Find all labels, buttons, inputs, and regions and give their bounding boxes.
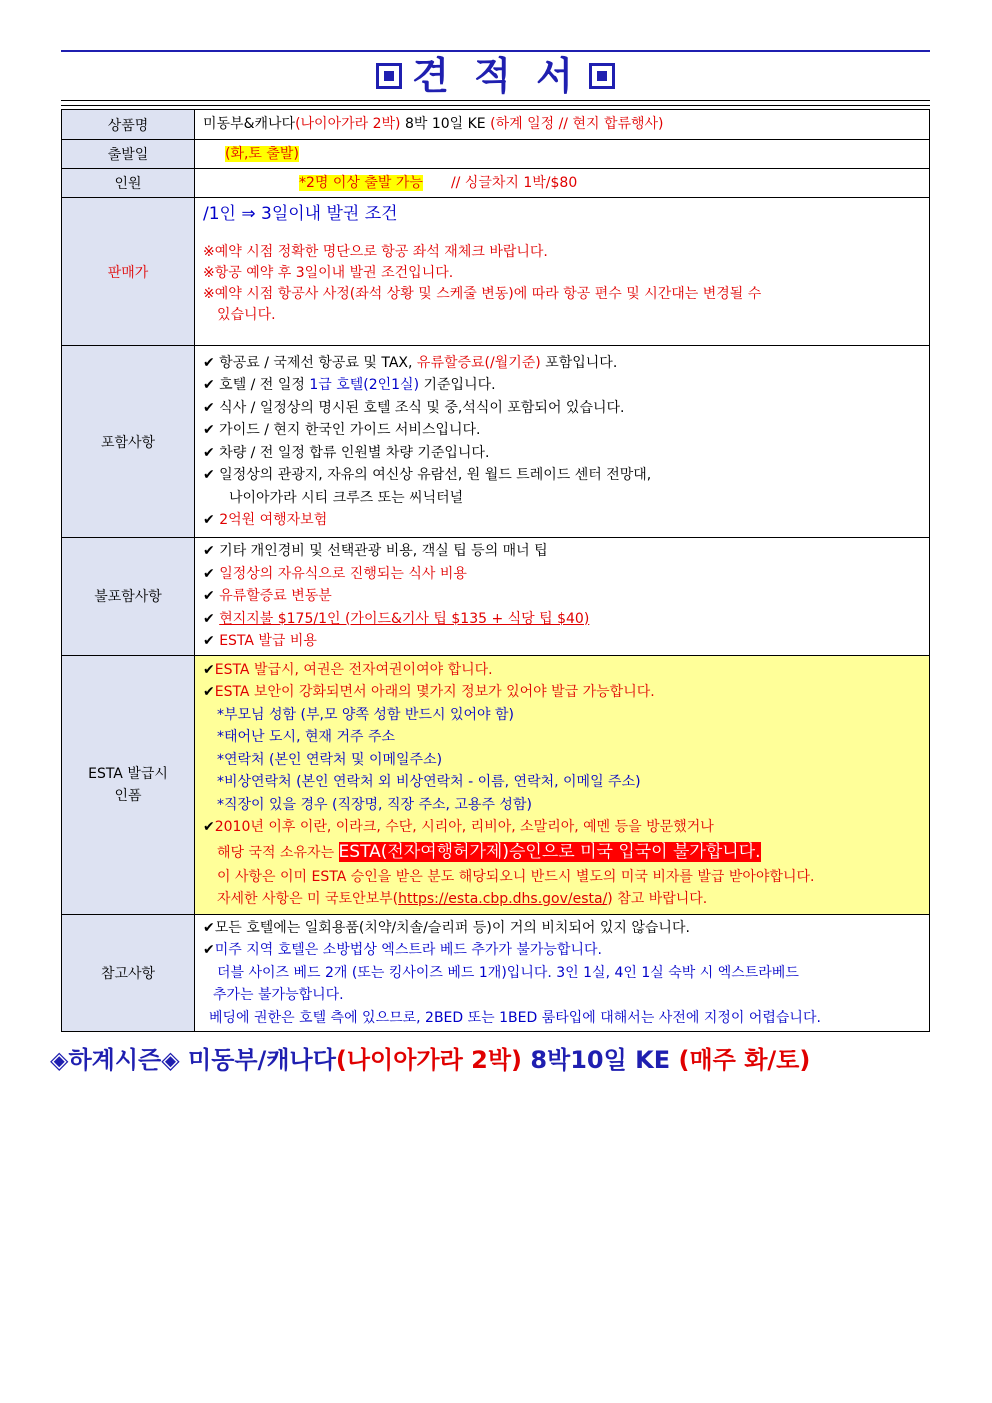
title-bar bbox=[61, 50, 930, 101]
label-esta: ESTA 발급시 인폼 bbox=[62, 655, 195, 914]
label-excluded: 불포함사항 bbox=[62, 538, 195, 656]
square-mark-icon bbox=[589, 63, 615, 89]
label-departure: 출발일 bbox=[62, 140, 195, 169]
value-notes: ✔모든 호텔에는 일회용품(치약/치솔/슬리퍼 등)이 거의 비치되어 있지 않습니다. ✔미주 지역 호텔은 소방법상 엑스트라 베드 추가가 불가능합니다. 더블 사이즈 베드 2개 (또는 킹사이즈 베드 1개)입니다. 3인 1실, 4인 1실 숙박 시 엑스트라베드 추가는 불가능합니다. 베딩에 권한은 호텔 측에 있으므로, 2BED 또는 1BED 룸타입에 대해서는 사전에 지정이 어렵습니다. bbox=[195, 914, 930, 1032]
value-esta: ✔ESTA 발급시, 여권은 전자여권이여야 합니다. ✔ESTA 보안이 강화되면서 아래의 몇가지 정보가 있어야 발급 가능합니다. *부모님 성함 (부,모 양쪽 성함 반드시 있어야 함) *태어난 도시, 현재 거주 주소 *연락처 (본인 연락처 및 이메일주소) *비상연락처 (본인 연락처 외 비상연락처 - 이름, 연락처, 이메일 주소) *직장이 있을 경우 (직장명, 직장 주소, 고용주 성함) ✔2010년 이후 이란, 이라크, 수단, 시리아, 리비아, 소말리아, 예멘 등을 방문했거나 해당 국적 소유자는 ESTA(전자여행허가제)승인으로 미국 입국이 불가합니다. 이 사항은 이미 ESTA 승인을 받은 분도 해당되오니 반드시 별도의 미국 비자를 발급 받아야합니다. 자세한 사항은 미 국토안보부(https://esta.cbp.dhs.gov/esta/) 참고 바랍니다. bbox=[195, 655, 930, 914]
estimate-table bbox=[61, 109, 930, 1032]
value-included: ✔ 항공료 / 국제선 항공료 및 TAX, 유류할증료(/월기준) 포함입니다. ✔ 호텔 / 전 일정 1급 호텔(2인1실) 기준입니다. ✔ 식사 / 일정상의 명시된 호텔 조식 및 중,석식이 포함되어 있습니다. ✔ 가이드 / 현지 한국인 가이드 서비스입니다. ✔ 차량 / 전 일정 합류 인원별 차량 기준입니다. ✔ 일정상의 관광지, 자유의 여신상 유람선, 원 월드 트레이드 센터 전망대, 나이아가라 시티 크루즈 또는 씨닉터널 ✔ 2억원 여행자보험 bbox=[195, 346, 930, 538]
esta-link[interactable]: https://esta.cbp.dhs.gov/esta/ bbox=[398, 891, 608, 907]
row-product bbox=[62, 110, 930, 140]
row-price bbox=[62, 198, 930, 346]
label-included: 포함사항 bbox=[62, 346, 195, 538]
label-people: 인원 bbox=[62, 169, 195, 198]
page-title bbox=[61, 52, 930, 100]
label-product: 상품명 bbox=[62, 110, 195, 140]
value-departure: (화,토 출발) bbox=[195, 140, 930, 169]
row-excluded bbox=[62, 538, 930, 656]
value-excluded: ✔ 기타 개인경비 및 선택관광 비용, 객실 팁 등의 매너 팁 ✔ 일정상의 자유식으로 진행되는 식사 비용 ✔ 유류할증료 변동분 ✔ 현지지불 $175/1인 (가이드&기사 팁 $135 + 식당 팁 $40) ✔ ESTA 발급 비용 bbox=[195, 538, 930, 656]
row-departure bbox=[62, 140, 930, 169]
estimate-document bbox=[61, 50, 930, 1032]
row-notes bbox=[62, 914, 930, 1032]
square-mark-icon bbox=[376, 63, 402, 89]
label-price: 판매가 bbox=[62, 198, 195, 346]
value-price: /1인 ⇒ 3일이내 발권 조건 ※예약 시점 정확한 명단으로 항공 좌석 재체크 바랍니다. ※항공 예약 후 3일이내 발권 조건입니다. ※예약 시점 항공사 사정(좌석 상황 및 스케줄 변동)에 따라 항공 편수 및 시간대는 변경될 수 있습니다. bbox=[195, 198, 930, 346]
footer-summary: ◈하계시즌◈ 미동부/캐나다(나이아가라 2박) 8박10일 KE (매주 화/토) bbox=[50, 1046, 811, 1074]
value-product: 미동부&캐나다(나이아가라 2박) 8박 10일 KE (하계 일정 // 현지 합류행사) bbox=[195, 110, 930, 140]
row-esta bbox=[62, 655, 930, 914]
row-included bbox=[62, 346, 930, 538]
label-notes: 참고사항 bbox=[62, 914, 195, 1032]
row-people bbox=[62, 169, 930, 198]
value-people: *2명 이상 출발 가능 // 싱글차지 1박/$80 bbox=[195, 169, 930, 198]
title-text: 견 적 서 bbox=[412, 54, 579, 98]
